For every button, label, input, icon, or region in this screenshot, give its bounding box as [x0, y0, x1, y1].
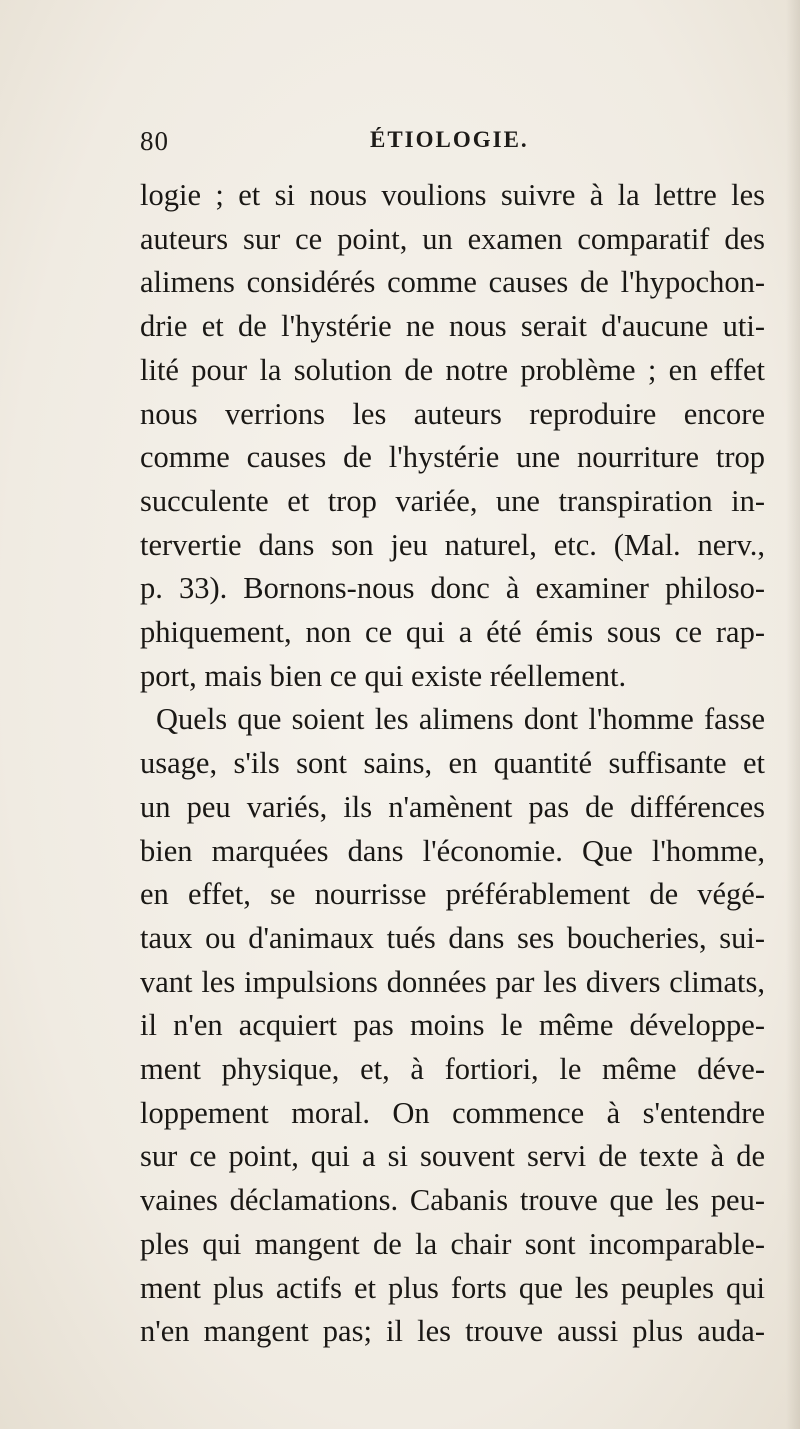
- text-line: un peu variés, ils n'amènent pas de différences: [140, 789, 765, 824]
- text-line: port, mais bien ce qui existe réellement.: [140, 658, 627, 693]
- text-line: sur ce point, qui a si souvent servi de texte à de: [140, 1139, 765, 1174]
- text-line: tervertie dans son jeu naturel, etc. (Mal. nerv.,: [140, 527, 765, 562]
- page-number: 80: [140, 126, 169, 156]
- body-text: [140, 174, 765, 1354]
- page-header: [140, 126, 780, 166]
- text-line: nous verrions les auteurs reproduire encore: [140, 396, 765, 431]
- text-line: vant les impulsions données par les divers climats,: [140, 964, 765, 999]
- text-line: succulente et trop variée, une transpiration in-: [140, 483, 765, 518]
- text-line: phiquement, non ce qui a été émis sous ce rap-: [140, 615, 765, 650]
- text-line: loppement moral. On commence à s'entendre: [140, 1095, 765, 1130]
- text-line: n'en mangent pas; il les trouve aussi plus auda-: [140, 1314, 765, 1349]
- text-line: lité pour la solution de notre problème ; en effet: [140, 352, 765, 387]
- text-line: p. 33). Bornons-nous donc à examiner philoso-: [140, 571, 765, 606]
- text-line: vaines déclamations. Cabanis trouve que les peu-: [140, 1183, 765, 1218]
- text-line: drie et de l'hystérie ne nous serait d'aucune uti-: [140, 309, 765, 344]
- text-line: logie ; et si nous voulions suivre à la lettre les: [140, 178, 765, 212]
- text-line: comme causes de l'hystérie une nourriture trop: [140, 440, 765, 475]
- text-line: ment physique, et, à fortiori, le même déve-: [140, 1052, 765, 1087]
- text-line: auteurs sur ce point, un examen comparatif des: [140, 221, 765, 256]
- text-line: il n'en acquiert pas moins le même développe-: [140, 1008, 765, 1043]
- text-line: alimens considérés comme causes de l'hypochon-: [140, 265, 765, 300]
- text-line: bien marquées dans l'économie. Que l'homme,: [140, 833, 765, 868]
- text-line: Quels que soient les alimens dont l'homme fasse: [156, 702, 765, 737]
- text-line: en effet, se nourrisse préférablement de végé-: [140, 877, 765, 912]
- page-edge-shadow: [786, 0, 800, 1429]
- running-head: ÉTIOLOGIE.: [370, 127, 529, 152]
- text-line: usage, s'ils sont sains, en quantité suffisante et: [140, 746, 765, 781]
- text-line: ples qui mangent de la chair sont incomparable-: [140, 1226, 765, 1261]
- text-line: taux ou d'animaux tués dans ses boucheries, sui-: [140, 920, 765, 955]
- text-line: ment plus actifs et plus forts que les peuples qui: [140, 1270, 765, 1305]
